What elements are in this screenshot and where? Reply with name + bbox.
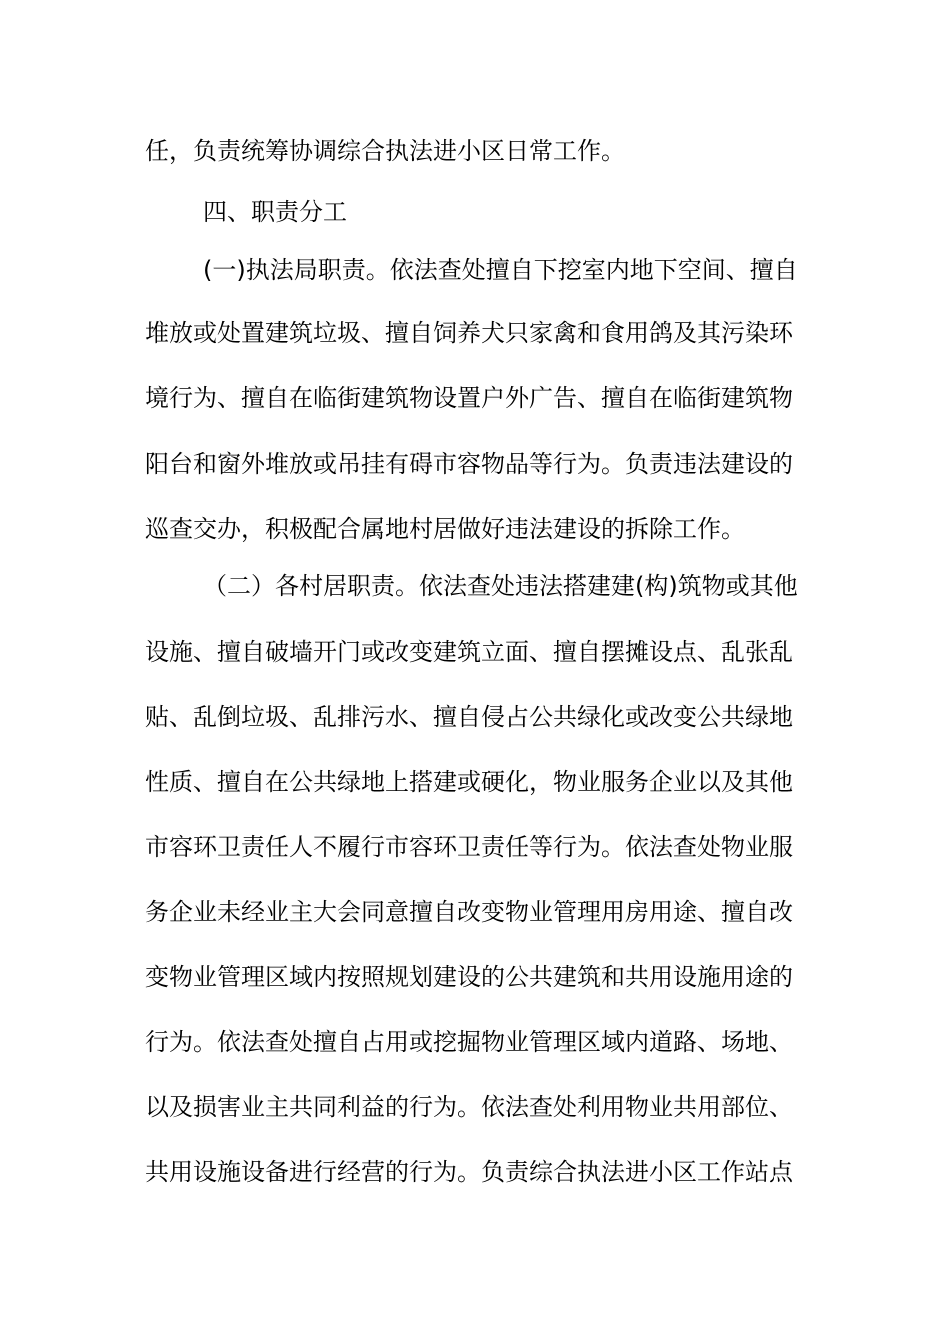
text-line-7: 巡查交办，积极配合属地村居做好违法建设的拆除工作。 bbox=[145, 515, 745, 543]
text-line-16: 以及损害业主共同利益的行为。依法查处利用物业共用部位、 bbox=[145, 1093, 793, 1121]
text-line-1: 任，负责统筹协调综合执法进小区日常工作。 bbox=[145, 137, 625, 165]
text-line-4: 堆放或处置建筑垃圾、擅自饲养犬只家禽和食用鸽及其污染环 bbox=[145, 319, 793, 347]
text-line-6: 阳台和窗外堆放或吊挂有碍市容物品等行为。负责违法建设的 bbox=[145, 450, 793, 478]
text-line-12: 市容环卫责任人不履行市容环卫责任等行为。依法查处物业服 bbox=[145, 833, 793, 861]
text-line-15: 行为。依法查处擅自占用或挖掘物业管理区域内道路、场地、 bbox=[145, 1028, 793, 1056]
text-line-10: 贴、乱倒垃圾、乱排污水、擅自侵占公共绿化或改变公共绿地 bbox=[145, 703, 793, 731]
text-line-9: 设施、擅自破墙开门或改变建筑立面、擅自摆摊设点、乱张乱 bbox=[145, 638, 793, 666]
text-line-11: 性质、擅自在公共绿地上搭建或硬化，物业服务企业以及其他 bbox=[145, 768, 793, 796]
section-heading: 四、职责分工 bbox=[203, 198, 347, 226]
text-line-8: （二）各村居职责。依法查处违法搭建建(构)筑物或其他 bbox=[203, 572, 798, 600]
text-line-13: 务企业未经业主大会同意擅自改变物业管理用房用途、擅自改 bbox=[145, 898, 793, 926]
text-line-3: (一)执法局职责。依法查处擅自下挖室内地下空间、擅自 bbox=[203, 256, 798, 284]
text-line-14: 变物业管理区域内按照规划建设的公共建筑和共用设施用途的 bbox=[145, 963, 793, 991]
text-line-5: 境行为、擅自在临街建筑物设置户外广告、擅自在临街建筑物 bbox=[145, 384, 793, 412]
text-line-17: 共用设施设备进行经营的行为。负责综合执法进小区工作站点 bbox=[145, 1158, 793, 1186]
